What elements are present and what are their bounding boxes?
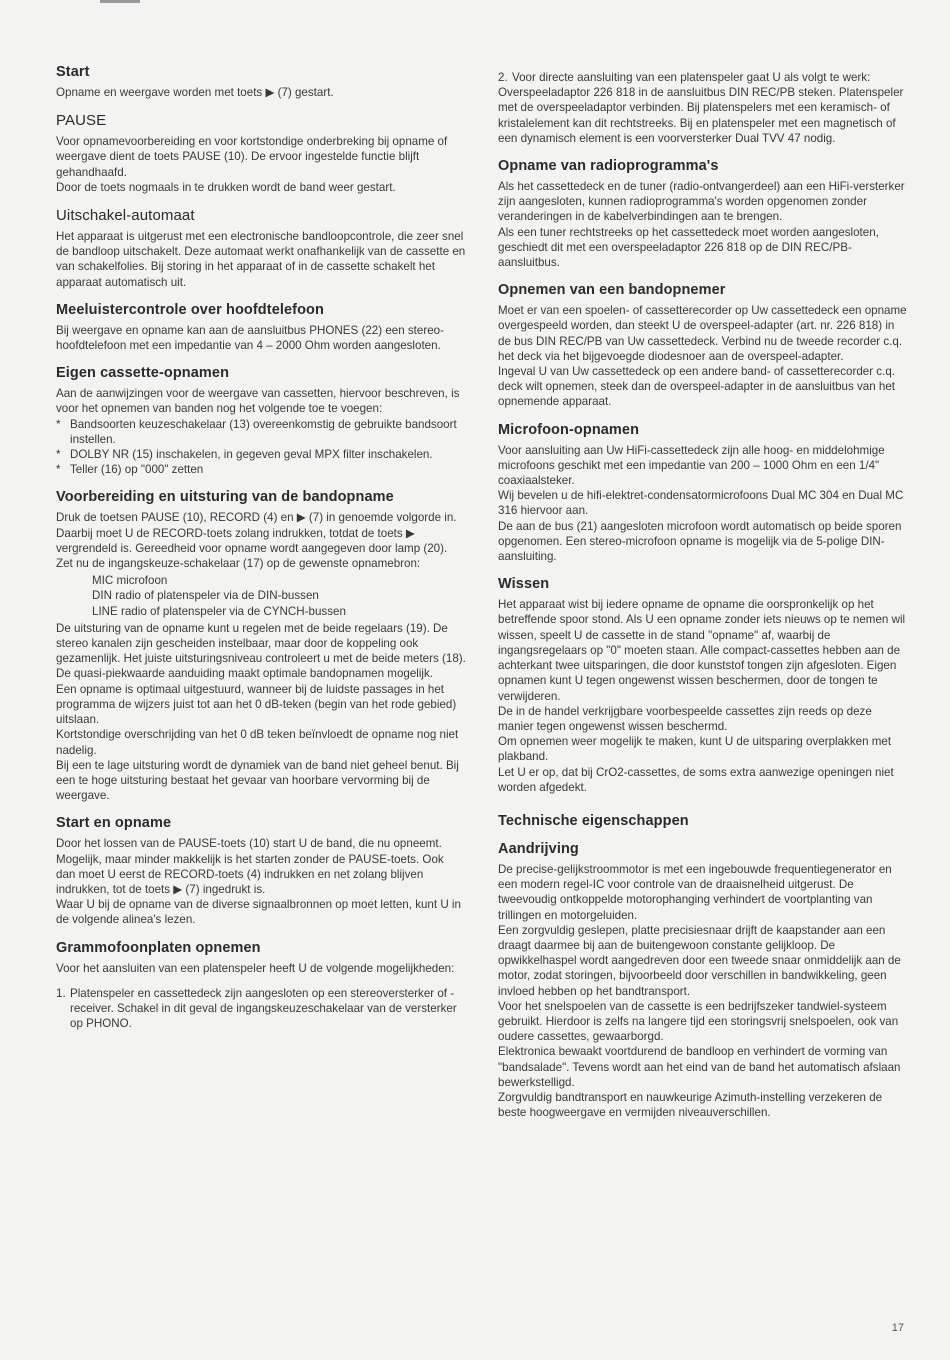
section xyxy=(498,282,910,409)
paragraph: Om opnemen weer mogelijk te maken, kunt U de uitsparing overplakken met plakband. xyxy=(498,735,892,764)
section xyxy=(56,112,466,195)
section-heading: Microfoon-opnamen xyxy=(498,421,640,438)
paragraph: Moet er van een spoelen- of cassetterecorder op Uw cassettedeck een opname overgespeeld worden, dan steekt U de overspeel-adapter (art. nr. 226 818) in de bus DIN REC/PB van Uw cassettedeck. Verbind nu de tweede recorder c.q. het deck via het bijgevoegde diodesnoer aan de overspeel-adapter. xyxy=(498,304,907,363)
paragraph: Bij een te lage uitsturing wordt de dynamiek van de band niet geheel benut. Bij een te hoge uitsturing bestaat het gevaar van hoorbare vervorming bij de weergave. xyxy=(56,758,459,803)
numbered-list xyxy=(56,986,466,1032)
item-text: Platenspeler en cassettedeck zijn aangesloten op een stereoversterker of -receiver. Schakel in dit geval de ingangskeuzeschakelaar van de versterker op PHONO. xyxy=(70,986,457,1031)
numbered-list xyxy=(498,70,910,85)
paragraph: Het apparaat wist bij iedere opname de opname die oorspronkelijk op het betreffende spoor stond. Als U een opname zonder iets nieuws op te nemen wil wissen, speelt U de cassette in de stand "opname" af, waarbij de ingangsregelaars op "0" moeten staan. Alle compact-cassettes hebben aan de achterkant twee uitsparingen, die door kunststof tongen zijn afgesloten. Eigen opnamen kunt U tegen ongewenst wissen beschermen, door de tongen te verwijderen. xyxy=(498,598,906,703)
paragraph: Door de toets nogmaals in te drukken wordt de band weer gestart. xyxy=(56,180,396,194)
section xyxy=(498,813,910,829)
paragraph: Let U er op, dat bij CrO2-cassettes, de soms extra aanwezige openingen niet worden afgedekt. xyxy=(498,765,894,794)
section-heading: Technische eigenschappen xyxy=(498,812,689,829)
paragraph: Overspeeladaptor 226 818 in de aansluitbus DIN REC/PB steken. Platenspeler met de overspeeladaptor verbinden. Bij platenspelers met een keramisch- of kristalelement kan dit rechtstreeks. Bij en platenspeler met een magnetisch of een dynamisch element is een voorversterker Dual TVV 47 nodig. xyxy=(498,86,904,145)
spacer xyxy=(56,976,466,986)
section-heading: Start en opname xyxy=(56,815,172,832)
section xyxy=(498,158,910,270)
paragraph: Een zorgvuldig geslepen, platte precisiesnaar drijft de kaapstander aan een draagt daarmee bij aan de buitengewoon constante gelijkloop. De opwikkelhaspel wordt aangedreven door een tweede snaar onmiddelijk aan de motor, zodat storingen, bijvoorbeeld door verschillen in bandwikkeling, geen invloed hebben op het bandtransport. xyxy=(498,923,901,998)
section-heading: Eigen cassette-opnamen xyxy=(56,365,230,382)
item-number: 2. xyxy=(498,71,508,84)
section xyxy=(498,576,910,795)
paragraph: De uitsturing van de opname kunt u regelen met de beide regelaars (19). De stereo kanalen zijn gescheiden instelbaar, maar door de koppeling ook gezamenlijk. Het juiste uitsturingsniveau controleert u met de beide meters (18). De quasi-piekwaarde aanduiding maakt optimale bandopnamen mogelijk. xyxy=(56,621,466,681)
paragraph: De in de handel verkrijgbare voorbespeelde cassettes zijn reeds op deze manier tegen ongewenst wissen beschermd. xyxy=(498,704,872,733)
section xyxy=(56,302,466,353)
paragraph: Voor het snelspoelen van de cassette is een bedrijfszeker tandwiel-systeem gebruikt. Hierdoor is zelfs na langere tijd een storingsvrij snelspoelen, ook van oudere cassettes, gewaarborgd. xyxy=(498,999,899,1044)
paragraph: Waar U bij de opname van de diverse signaalbronnen op moet letten, kunt U in de volgende alinea's lezen. xyxy=(56,898,461,927)
page-number: 17 xyxy=(891,1322,904,1334)
paragraph: Druk de toetsen PAUSE (10), RECORD (4) en ▶ (7) in genoemde volgorde in. Daarbij moet U de RECORD-toets zolang indrukken, totdat de toets ▶ vergrendeld is. Gereedheid voor opname wordt aangegeven door lamp (20). xyxy=(56,511,457,555)
paragraph: Bij weergave en opname kan aan de aansluitbus PHONES (22) een stereo-hoofdtelefoon met een impedantie van 4 – 2000 Ohm worden aangesloten. xyxy=(56,323,444,353)
section-heading: Meeluistercontrole over hoofdtelefoon xyxy=(56,301,324,318)
section xyxy=(56,940,466,1032)
paragraph: Ingeval U van Uw cassettedeck op een andere band- of cassetterecorder c.q. deck wilt opnemen, steek dan de overspeel-adapter in de aansluitbus van het opnemende apparaat. xyxy=(498,365,896,409)
input-source: DIN radio of platenspeler via de DIN-bussen xyxy=(92,589,319,603)
section-heading: Voorbereiding en uitsturing van de bandopname xyxy=(56,489,394,506)
section xyxy=(56,64,466,100)
input-source: MIC microfoon xyxy=(92,574,168,588)
section xyxy=(56,815,466,927)
bullet-item: * Bandsoorten keuzeschakelaar (13) overeenkomstig de gebruikte bandsoort instellen. xyxy=(56,417,466,447)
section xyxy=(498,841,910,1120)
paragraph: Als een tuner rechtstreeks op het cassettedeck moet worden aangesloten, geschiedt dit met een overspeeladaptor 226 818 op de DIN REC/PB-aansluitbus. xyxy=(498,225,879,270)
paragraph: Zorgvuldig bandtransport en nauwkeurige Azimuth-instelling verzekeren de beste hoogweergave en vermijden niveauverschillen. xyxy=(498,1090,883,1120)
paragraph: Voor het aansluiten van een platenspeler heeft U de volgende mogelijkheden: xyxy=(56,961,455,975)
section-heading: Wissen xyxy=(498,576,550,593)
paragraph: Als het cassettedeck en de tuner (radio-ontvangerdeel) aan een HiFi-versterker zijn aangesloten, kunnen radioprogramma's worden opgenomen zonder veranderingen in de kabelverbindingen aan te brengen. xyxy=(498,180,905,224)
section-heading: Opnemen van een bandopnemer xyxy=(498,282,726,299)
paragraph: Een opname is optimaal uitgestuurd, wanneer bij de luidste passages in het programma de wijzers juist tot aan het 0 dB-teken (begin van het rode gebied) uitslaan. xyxy=(56,682,457,727)
left-column xyxy=(56,64,466,1043)
numbered-item xyxy=(56,986,466,1032)
bullet-item: * DOLBY NR (15) inschakelen, in gegeven geval MPX filter inschakelen. xyxy=(56,447,466,462)
paragraph: Elektronica bewaakt voortdurend de bandloop en verhindert de vorming van "bandsalade". Tevens wordt aan het eind van de band het automatisch afslaan bewerkstelligd. xyxy=(498,1045,901,1089)
paragraph: Door het lossen van de PAUSE-toets (10) start U de band, die nu opneemt. Mogelijk, maar minder makkelijk is het starten zonder de PAUSE-toets. Ook dan moet U eerst de RECORD-toets (4) indrukken en net zolang blijven indrukken, tot de toets ▶ (7) ingedrukt is. xyxy=(56,837,444,896)
section xyxy=(498,70,910,146)
bullet-item: * Teller (16) op "000" zetten xyxy=(56,462,466,477)
paragraph: Opname en weergave worden met toets ▶ (7) gestart. xyxy=(56,86,334,99)
section-heading: Opname van radioprogramma's xyxy=(498,158,719,175)
section-heading: Uitschakel-automaat xyxy=(56,207,195,225)
bullet-list xyxy=(56,417,466,478)
section xyxy=(56,207,466,290)
item-number: 1. xyxy=(56,986,66,1000)
section xyxy=(56,365,466,477)
section xyxy=(56,489,466,803)
paragraph: Wij bevelen u de hifi-elektret-condensatormicrofoons Dual MC 304 en Dual MC 316 hiervoor aan. xyxy=(498,489,904,518)
section-heading: PAUSE xyxy=(56,112,107,130)
section xyxy=(498,422,910,565)
paragraph: Zet nu de ingangskeuze-schakelaar (17) op de gewenste opnamebron: xyxy=(56,557,421,571)
input-source-list xyxy=(92,573,466,619)
paragraph: Kortstondige overschrijding van het 0 dB teken beïnvloedt de opname nog niet nadelig. xyxy=(56,728,459,757)
right-column xyxy=(498,70,910,1132)
scan-mark xyxy=(100,0,140,3)
paragraph: Aan de aanwijzingen voor de weergave van cassetten, hiervoor beschreven, is voor het opnemen van banden nog het volgende toe te voegen: xyxy=(56,387,460,416)
paragraph: De aan de bus (21) aangesloten microfoon wordt automatisch op beide sporen opgenomen. Een stereo-microfoon opname is mogelijk via de 5-polige DIN-aansluiting. xyxy=(498,519,902,564)
paragraph: Het apparaat is uitgerust met een electronische bandloopcontrole, die zeer snel de bandloop uitschakelt. Deze automaat werkt onafhankelijk van de cassette en van schakelfolies. Bij storing in het apparaat of in de cassette schakelt het apparaat automatisch uit. xyxy=(56,230,466,289)
paragraph: Voor opnamevoorbereiding en voor kortstondige onderbreking bij opname of weergave dient de toets PAUSE (10). De ervoor ingestelde functie blijft gehandhaafd. xyxy=(56,135,448,179)
item-text: Voor directe aansluiting van een platenspeler gaat U als volgt te werk: xyxy=(512,71,871,84)
section-heading: Aandrijving xyxy=(498,840,579,857)
numbered-item xyxy=(498,70,910,85)
input-source: LINE radio of platenspeler via de CYNCH-bussen xyxy=(92,604,346,618)
paragraph: Voor aansluiting aan Uw HiFi-cassettedeck zijn alle hoog- en middelohmige microfoons geschikt met een impedantie van 200 – 1000 Ohm en een 1/4" coaxiaalsteker. xyxy=(498,443,885,488)
section-heading: Start xyxy=(56,64,90,80)
section-heading: Grammofoonplaten opnemen xyxy=(56,939,261,956)
paragraph: De precise-gelijkstroommotor is met een ingebouwde frequentiegenerator en een modern regel-IC voor controle van de draaisnelheid uitgerust. De tweevoudig ontkoppelde motorophanging verhindert de voortplanting van trillingen en motorgeluiden. xyxy=(498,862,892,922)
